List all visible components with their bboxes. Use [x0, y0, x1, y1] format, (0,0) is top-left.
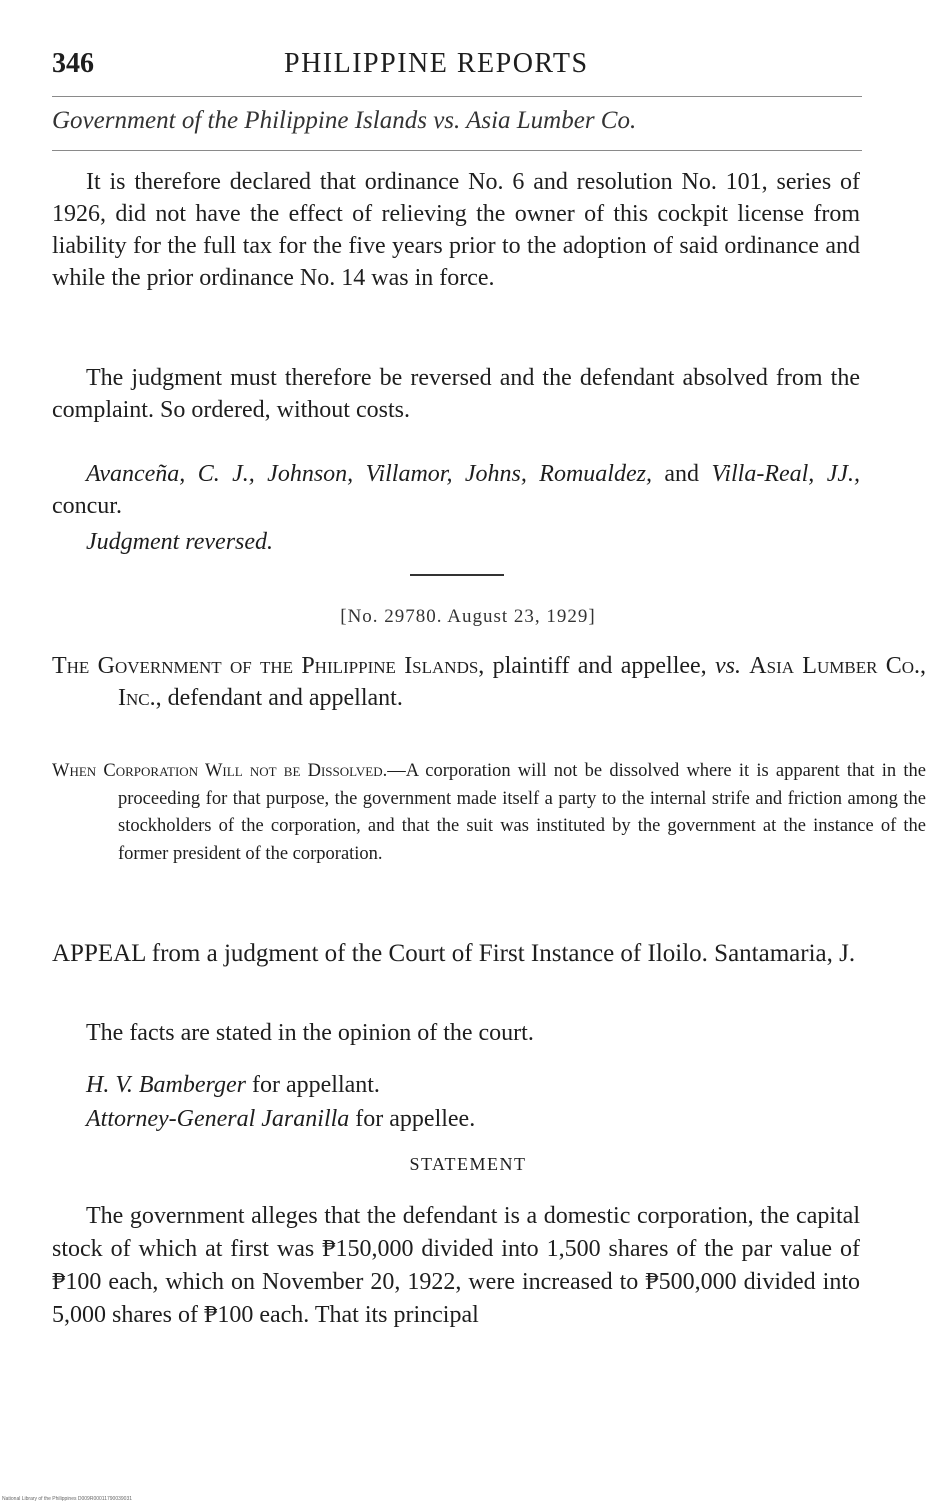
page-header	[52, 48, 862, 88]
case-caption: Government of the Philippine Islands vs. Asia Lumber Co.	[52, 107, 637, 134]
scan-footer: National Library of the Philippines D009R00011790039031	[2, 1496, 132, 1502]
counsel-appellee-role: for appellee.	[355, 1106, 476, 1132]
paragraph-judgment: The judgment must therefore be reversed and the defendant absolved from the complaint. So ordered, without costs.	[52, 365, 860, 423]
judgment-result: Judgment reversed.	[86, 529, 274, 555]
justices-concur: concur.	[52, 493, 122, 519]
counsel-appellant-name: H. V. Bamberger	[86, 1072, 246, 1098]
docket-number: [No. 29780. August 23, 1929]	[340, 606, 596, 627]
section-divider	[410, 574, 504, 576]
paragraph-concurring-justices	[52, 458, 860, 522]
appeal-word: APPEAL	[52, 940, 146, 967]
appeal-line	[52, 938, 926, 970]
syllabus-heading: When Corporation Will not be Dissolved.	[52, 761, 388, 781]
plaintiff-role: plaintiff and appellee,	[492, 653, 707, 679]
header-rule-bottom	[52, 150, 862, 151]
statement-paragraph: The government alleges that the defendant is a domestic corporation, the capital stock of which at first was ₱150,000 divided into 1,500 shares of the par value of ₱100 each, which on November 20, 1922, were increased to ₱500,000 divided into 5,000 shares of ₱100 each. That its principal	[52, 1203, 860, 1328]
syllabus	[52, 758, 926, 868]
header-rule-top	[52, 96, 862, 97]
plaintiff-name: The Government of the Philippine Islands,	[52, 653, 485, 679]
defendant-name: Asia Lumber Co., Inc.,	[118, 653, 926, 711]
running-title: PHILIPPINE REPORTS	[284, 48, 589, 79]
syllabus-text: —A corporation will not be dissolved where it is apparent that in the proceeding for that purpose, the government made itself a party to the internal strife and friction among the stockholders of the corporation, and that the suit was instituted by the government at the instance of the former president of the corporation.	[118, 761, 926, 864]
appeal-text: from a judgment of the Court of First Instance of Iloilo. Santamaria, J.	[151, 940, 856, 967]
page-number: 346	[52, 48, 94, 79]
versus: vs.	[714, 653, 741, 679]
case-parties	[52, 650, 926, 714]
justices-names-2: Villa-Real, JJ.,	[711, 461, 861, 487]
justices-names: Avanceña, C. J., Johnson, Villamor, Johns, Romualdez,	[86, 461, 652, 487]
counsel-appellant-role: for appellant.	[251, 1072, 380, 1098]
counsel-appellee-name: Attorney-General Jaranilla	[86, 1106, 350, 1132]
counsel-appellee	[86, 1102, 475, 1136]
defendant-role: defendant and appellant.	[167, 685, 403, 711]
justices-and: and	[664, 461, 700, 487]
paragraph-declaration: It is therefore declared that ordinance No. 6 and resolution No. 101, series of 1926, did not have the effect of relieving the owner of this cockpit license from liability for the full tax for the five years prior to the adoption of said ordinance and while the prior ordinance No. 14 was in force.	[52, 169, 860, 291]
statement-heading: STATEMENT	[409, 1154, 527, 1174]
counsel-appellant	[86, 1068, 475, 1102]
counsel-block	[86, 1068, 475, 1136]
facts-note: The facts are stated in the opinion of the court.	[86, 1020, 534, 1046]
